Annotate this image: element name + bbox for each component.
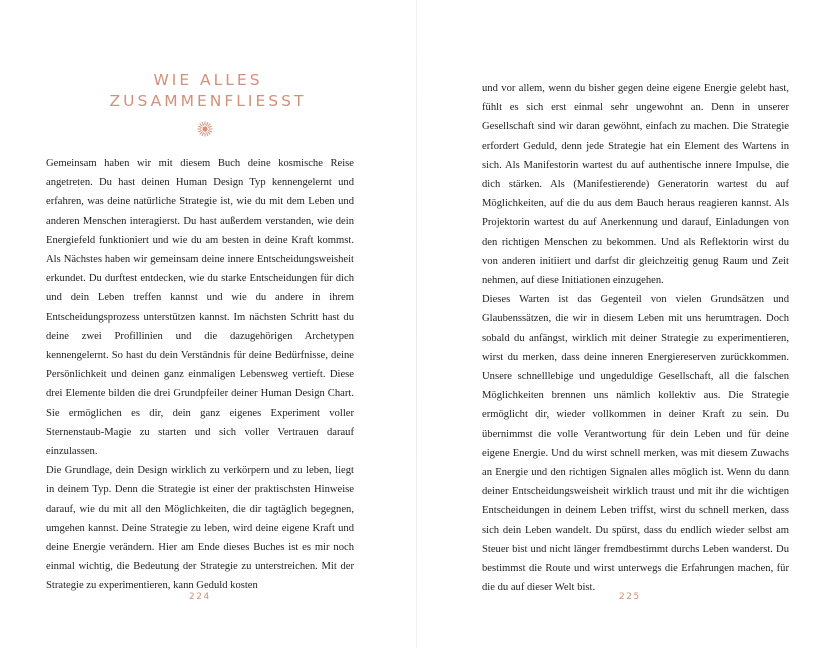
sunburst-icon: [197, 121, 213, 137]
left-page-body: [46, 154, 354, 596]
paragraph: Die Grundlage, dein Design wirklich zu verkörpern und zu leben, liegt in deinem Typ. Denn die Strategie ist einer der praktischsten Hinweise darauf, wie du mit all den Möglichkeiten, die dir tagtäglich begegnen, umgehen kannst. Deine Strategie zu leben, wird deine eigene Kraft und deine Energie verändern. Hier am Ende dieses Buches ist es mir noch einmal wichtig, die Bedeutung der Strategie zu unterstreichen. Mit der Strategie zu experimentieren, kann Geduld kosten: [46, 465, 354, 592]
right-page-body: [482, 79, 789, 597]
paragraph: Gemeinsam haben wir mit diesem Buch deine kosmische Reise angetreten. Du hast deinen Human Design Typ kennengelernt und erfahren, was deine natürliche Strategie ist, wie du mit dem Leben und anderen Menschen interagierst. Du hast außerdem verstanden, wie dein Energiefeld funktioniert und wie du am besten in deine Kraft kommst. Als Nächstes haben wir gemeinsam deine innere Entscheidungsweisheit erkundet. Du durftest entdecken, wie du starke Entscheidungen für dich und dein Leben treffen kannst und wie du andere in ihrem Entscheidungsprozess unterstützen kannst. Im nächsten Schritt hast du deine zwei Profillinien und die dazugehörigen Archetypen kennengelernt. So hast du dein Verständnis für deine Bedürfnisse, deine Persönlichkeit und deinen ganz einmaligen Lebensweg vertieft. Diese drei Elemente bilden die drei Grundpfeiler deiner Human Design Chart. Sie ermöglichen es dir, dein ganz eigenes Experiment voller Sternenstaub-Magie zu starten und sich voller Vertrauen darauf einzulassen.: [46, 158, 354, 458]
paragraph: und vor allem, wenn du bisher gegen deine eigene Energie gelebt hast, fühlt es sich erst einmal sehr ungewohnt an. Denn in unserer Gesellschaft sind wir daran gewöhnt, einfach zu machen. Die Strategie erfordert Geduld, denn jede Strategie hat ein Element des Wartens in sich. Als Manifestorin wartest du auf authentische innere Impulse, die dich stärken. Als (Manifestierende) Generatorin wartest du auf Möglichkeiten, auf die du aus dem Bauch heraus reagieren kannst. Als Projektorin wartest du auf Anerkennung und darauf, Einladungen von den richtigen Menschen zu bekommen. Und als Reflektorin wirst du von anderen initiiert und darfst dir gleichzeitig genug Raum und Zeit nehmen, auf diese Initiationen einzugehen.: [482, 83, 789, 287]
chapter-title: [0, 70, 416, 112]
right-page: [417, 0, 833, 648]
left-page: [0, 0, 416, 648]
page-number-left: 224: [189, 592, 211, 602]
page-number-right: 225: [619, 592, 641, 602]
paragraph: Dieses Warten ist das Gegenteil von vielen Grundsätzen und Glaubenssätzen, die wir in diesem Leben mit uns herumtragen. Doch sobald du anfängst, wirklich mit deiner Strategie zu experimentieren, wirst du merken, dass deine inneren Energiereserven zurückkommen. Unsere schnelllebige und ungeduldige Gesellschaft, all die falschen Möglichkeiten brennen uns nämlich kollektiv aus. Die Strategie ermöglicht dir, wieder vollkommen in deiner Kraft zu sein. Du übernimmst die volle Verantwortung für dein Leben und für deine eigene Energie. Und du wirst schnell merken, was mit diesem Zuwachs an Energie und den richtigen Signalen alles möglich ist. Wenn du dann deiner Entscheidungsweisheit wirklich traust und mit ihr die wichtigen Entscheidungen in deinem Leben triffst, wirst du schnell merken, dass sich dein Leben wandelt. Du spürst, dass du endlich wieder selbst am Steuer bist und nicht länger fremdbestimmt durchs Leben wanderst. Du bestimmst die Route und wirst unterwegs die Erfahrungen machen, für die du auf dieser Welt bist.: [482, 294, 789, 594]
chapter-title-line-2: ZUSAMMENFLIESST: [109, 92, 307, 110]
chapter-title-line-1: WIE ALLES: [153, 71, 263, 89]
